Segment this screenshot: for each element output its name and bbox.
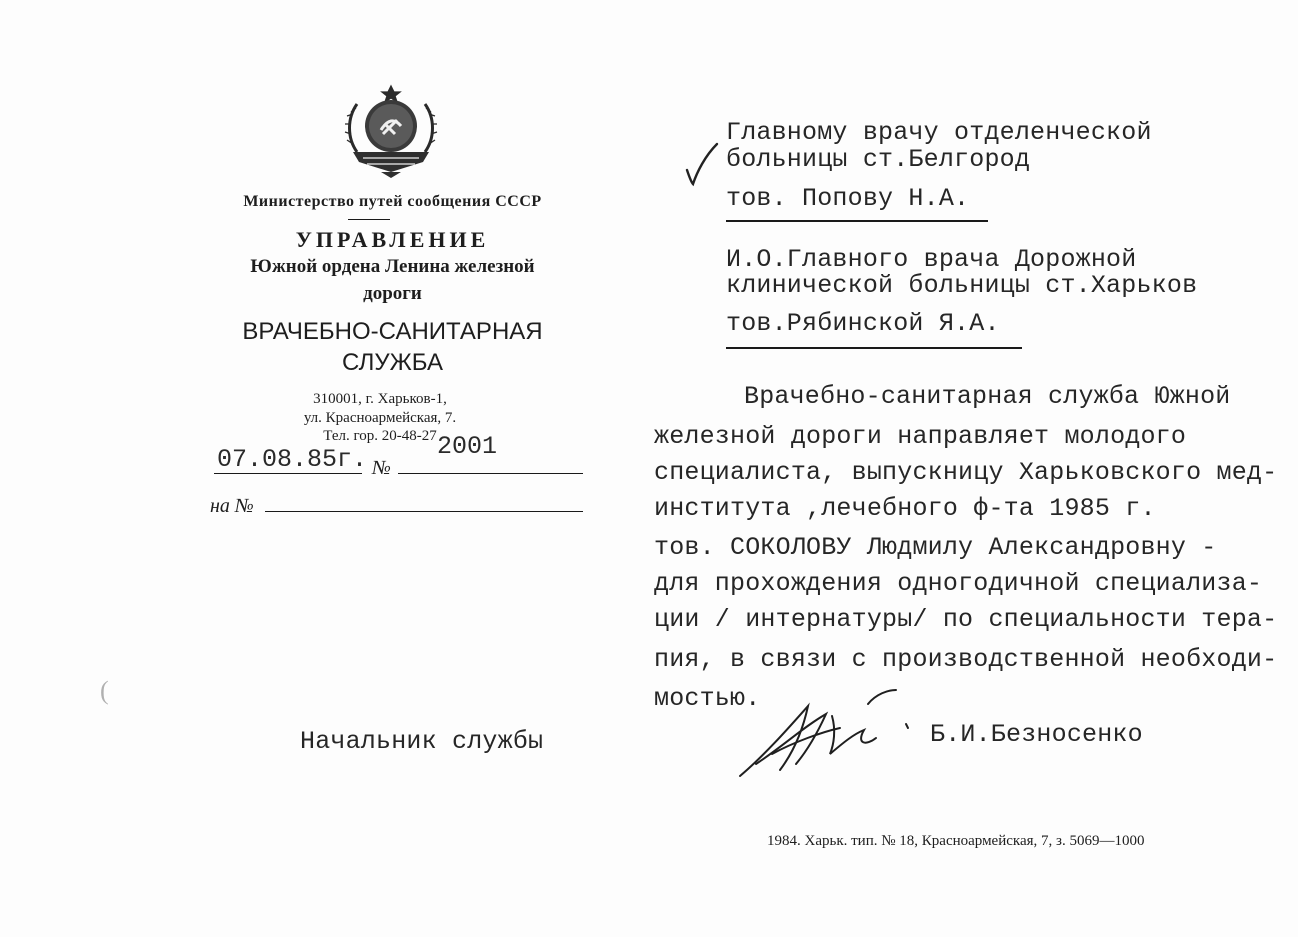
body-line-3: специалиста, выпускницу Харьковского мед- (654, 458, 1278, 487)
phone-number: Тел. гор. 20-48-27 (323, 428, 437, 444)
reply-to-label: на № (210, 495, 254, 517)
recipient2-underline (726, 347, 1022, 349)
body-line-7: ции / интернатуры/ по специальности тера- (654, 605, 1278, 634)
number-underline (398, 473, 583, 474)
number-label: № (372, 457, 391, 479)
address-line1: 310001, г. Харьков-1, (313, 391, 447, 407)
margin-mark: ( (100, 676, 109, 705)
signatory-name: Б.И.Безносенко (930, 720, 1143, 749)
recipient2-name: тов.Рябинской Я.А. (726, 309, 1000, 338)
recipient1-underline (726, 220, 988, 222)
letter-date: 07.08.85г. (217, 445, 368, 474)
service-name-line1: ВРАЧЕБНО-САНИТАРНАЯ (242, 318, 543, 345)
body-line-5: тов. СОКОЛОВУ Людмилу Александровну - (654, 533, 1217, 562)
body-line-2: железной дороги направляет молодого (654, 422, 1187, 451)
recipient1-line2: больницы ст.Белгород (726, 145, 1031, 174)
ussr-emblem-icon (343, 82, 439, 182)
body-line-4: института ,лечебного ф-та 1985 г. (654, 494, 1156, 523)
recipient1-line1: Главному врачу отделенческой (726, 118, 1152, 147)
header-divider (348, 219, 390, 220)
date-underline (214, 473, 362, 474)
railway-name-line2: дороги (363, 283, 422, 304)
handwritten-check-icon (683, 142, 723, 188)
recipient2-line2: клинической больницы ст.Харьков (726, 271, 1198, 300)
recipient2-line1: И.О.Главного врача Дорожной (726, 245, 1137, 274)
body-line-9: мостью. (654, 684, 761, 713)
handwritten-signature-icon (736, 684, 926, 784)
railway-name-line1: Южной ордена Ленина железной (250, 256, 535, 277)
service-name-line2: СЛУЖБА (342, 349, 443, 376)
address-line2: ул. Красноармейская, 7. (303, 410, 457, 426)
letter-number: 2001 (437, 432, 498, 461)
body-line-8: пия, в связи с производственной необходи- (654, 645, 1278, 674)
directorate-title: УПРАВЛЕНИЕ (295, 227, 490, 252)
body-line-6: для прохождения одногодичной специализа- (654, 569, 1263, 598)
ministry-name: Министерство путей сообщения СССР (243, 193, 542, 210)
reply-underline (265, 511, 583, 512)
signatory-position: Начальник службы (300, 727, 544, 756)
body-line-1: Врачебно-санитарная служба Южной (744, 382, 1231, 411)
printer-imprint: 1984. Харьк. тип. № 18, Красноармейская, 7, з. 5069—1000 (767, 833, 1145, 849)
recipient1-name: тов. Попову Н.А. (726, 184, 970, 213)
